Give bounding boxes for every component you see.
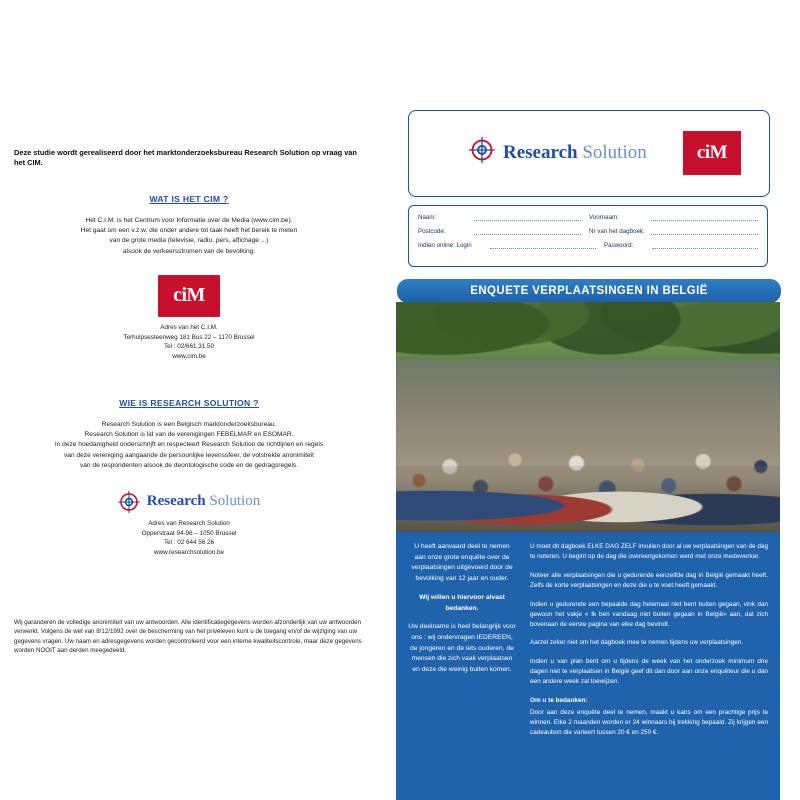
heading-wie-is-research-solution: WIE IS RESEARCH SOLUTION ? xyxy=(119,397,259,408)
cim-description xyxy=(14,216,364,257)
rs-desc-line-2: In deze hoedanigheid onderschrijft en respecteert Research Solution de richtlijnen en regels xyxy=(54,441,324,449)
cim-address-line-1: Terhulpsesteenweg 181 Bus 22 – 1170 Brussel xyxy=(123,333,255,341)
cim-address xyxy=(14,323,364,362)
instruction-paragraph: Noteer alle verplaatsingen die u gedurende eenzelfde dag in België gemaakt heeft. Zelfs de korte verplaatsingen en deze die u te voet heeft gemaakt. xyxy=(530,571,768,589)
instruction-paragraph: Aarzel zeker niet om het dagboek mee te nemen tijdens uw verplaatsingen. xyxy=(530,639,744,647)
label-nr-dagboek: Nr van het dagboek: xyxy=(589,227,645,235)
cim-desc-line-1: Het gaat om een v.z.w. die onder andere tot taak heeft het bereik te meten xyxy=(80,227,298,235)
cim-desc-line-0: Het C.I.M. is het Centrum voor Informatie over de Media (www.cim.be). xyxy=(85,216,293,224)
instruction-paragraph: U moet dit dagboek ELKE DAG ZELF invullen door al uw verplaatsingen van de dag te noteren. U begint op de dag die overeengekomen werd met onze medewerker. xyxy=(530,543,769,560)
header-word-bold: Research xyxy=(503,141,578,163)
rs-desc-line-3: van deze vereniging aangaande de persoonlijke levenssfeer, de volstrekte anonimiteit xyxy=(64,451,314,459)
cim-address-line-3: www.cim.be xyxy=(172,353,206,361)
target-icon xyxy=(118,491,140,513)
rs-desc-line-0: Research Solution is een Belgisch marktonderzoeksbureau. xyxy=(101,420,277,428)
thanks-column xyxy=(408,542,516,676)
instruction-paragraph: Indien u gedurende een bepaalde dag helemaal niet bent buiten gegaan, vink dan gewoon het vakje « Ik ben vandaag niet buiten gegaan in België» aan, dat zich bovenaan de eerste pagina van elke dag bevindt. xyxy=(530,600,768,628)
survey-title-bar xyxy=(396,278,782,304)
label-paswoord: Paswoord: xyxy=(604,241,634,249)
target-icon xyxy=(469,137,495,168)
instructions-column xyxy=(530,542,768,747)
form-row-login xyxy=(418,241,758,249)
rs-address-line-0: Adres van Research Solution xyxy=(148,519,230,527)
reward-heading: Om u te bedanken: xyxy=(530,697,588,705)
cim-logo xyxy=(158,275,220,317)
input-login[interactable] xyxy=(490,241,596,249)
rs-desc-line-4: van de respondenten alsook de deontologische code en de gedragsregels. xyxy=(79,461,299,469)
header-cim-logo xyxy=(683,131,741,175)
cim-logo-text: ciM xyxy=(173,284,205,307)
left-page xyxy=(14,148,364,668)
rs-word-light: Solution xyxy=(209,493,261,510)
photo-foreground-layer xyxy=(396,466,780,532)
label-voornaam: Voornaam: xyxy=(589,213,619,221)
thanks-p1: U heeft aanvaard deel te nemen aan onze grote enquête over de verplaatsingen uitgevoerd door de bevolking van 12 jaar en ouder. xyxy=(411,543,513,583)
cim-address-line-0: Adres van het C.I.M. xyxy=(160,323,218,331)
intro-text: Deze studie wordt gerealiseerd door het marktonderzoeksbureau Research Solution op vraag van het CIM. xyxy=(14,148,357,167)
research-solution-description xyxy=(14,420,364,471)
research-solution-wordmark xyxy=(147,493,260,510)
cim-desc-line-3: alsook de verkeersstromen van de bevolking. xyxy=(122,247,256,255)
right-page xyxy=(388,110,786,736)
rs-address-line-3: www.researchsolution.be xyxy=(153,549,224,557)
thanks-p2: Wij willen u hiervoor alvast bedanken. xyxy=(419,593,505,612)
respondent-form xyxy=(408,205,768,267)
cover-photo-crowd xyxy=(396,302,780,532)
privacy-footer: Wij garanderen de volledige anonimiteit van uw antwoorden. Alle identificatiegegevens worden afzonderlijk van uw antwoorden verwerkt. Volgens de wet van 8/12/1992 over de bescherming van het privéleven kunt u de toegang en/of de wijziging van uw gegevens vragen. Uw naam en adresgegevens worden gecontroleerd voor een interne kwaliteitscontrole, maar deze gegevens worden NOOIT aan derden meegedeeld. xyxy=(14,619,362,654)
cim-address-line-2: Tel : 02/661.31.50 xyxy=(163,343,215,351)
input-nr-dagboek[interactable] xyxy=(651,227,758,235)
rs-address-line-1: Opperstraat 94-96 – 1050 Brussel xyxy=(141,529,237,537)
rs-address-line-2: Tel : 02 644 56 26 xyxy=(163,539,215,547)
form-row-postcode xyxy=(418,227,758,235)
rs-word-bold: Research xyxy=(146,493,206,510)
label-indien-online-login: Indien online: Login xyxy=(418,241,472,249)
header-cim-logo-text: ciM xyxy=(696,142,728,163)
input-postcode[interactable] xyxy=(474,227,581,235)
research-solution-address xyxy=(14,519,364,558)
header-research-solution-logo xyxy=(469,137,647,168)
header-wordmark xyxy=(503,142,647,164)
instructions-block xyxy=(396,532,780,800)
instruction-paragraph: Indien u van plan bent om u tijdens de week van het onderzoek minimum drie dagen niet te verplaatsen in België geef dit dan door aan onze enquêteur die u dan een andere week zal toewijzen. xyxy=(530,658,768,686)
input-naam[interactable] xyxy=(474,213,581,221)
cim-desc-line-2: van de grote media (televisie, radio, pers, affichage ...) xyxy=(109,237,269,245)
label-postcode: Postcode: xyxy=(418,227,446,235)
form-row-naam xyxy=(418,213,758,221)
research-solution-logo xyxy=(14,491,364,513)
reward-paragraph: Door aan deze enquête deel te nemen, maakt u kans om een prachtige prijs te winnen. Elke 2 maanden worden er 24 winnaars bij trekking bepaald. Zij krijgen een cadeaubon die varieert tussen 20 € en 250 €. xyxy=(530,709,768,736)
input-voornaam[interactable] xyxy=(651,213,758,221)
header-logo-box xyxy=(408,110,770,197)
survey-title: ENQUETE VERPLAATSINGEN IN BELGIË xyxy=(470,285,708,297)
label-naam: Naam: xyxy=(418,213,437,221)
input-paswoord[interactable] xyxy=(652,241,758,249)
heading-wat-is-cim: WAT IS HET CIM ? xyxy=(149,193,229,204)
header-word-light: Solution xyxy=(582,141,647,163)
thanks-p3: Uw deelname is heel belangrijk voor ons : wij ondervragen IEDEREEN, de jongeren en de iets ouderen, de mensen die zich vaak verplaatsen en deze die weinig buiten komen. xyxy=(408,623,516,674)
rs-desc-line-1: Research Solution is lid van de verenigingen FEBELMAR en ESOMAR. xyxy=(84,431,294,439)
